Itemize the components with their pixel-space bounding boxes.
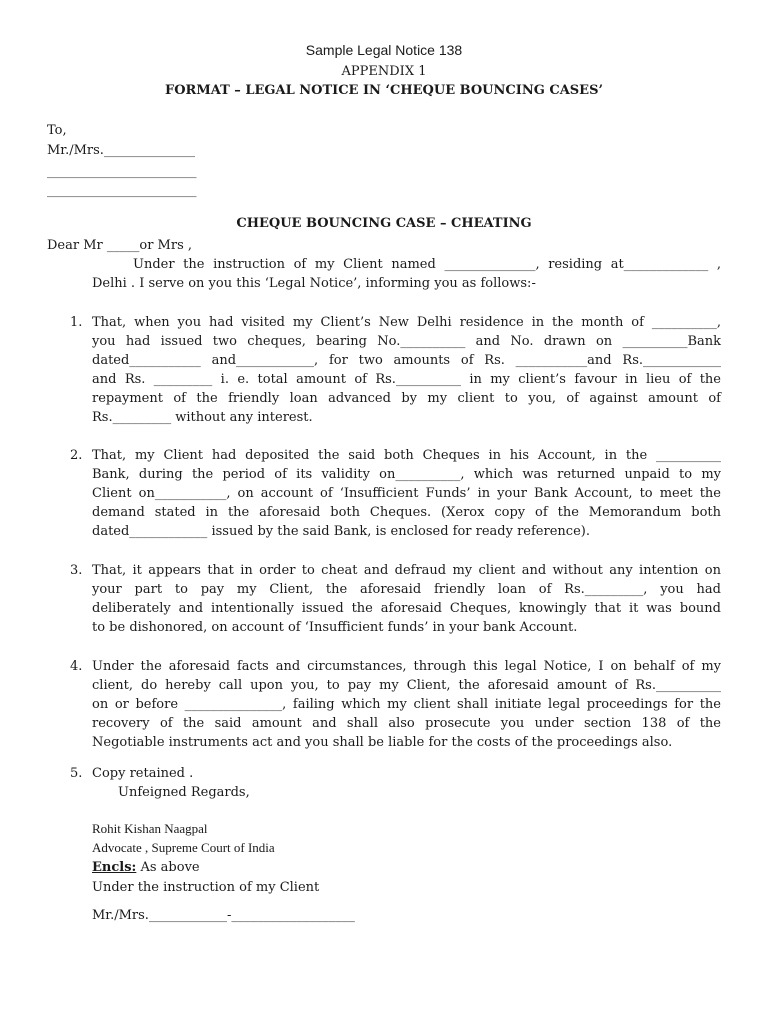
item-number: 2. (70, 448, 83, 463)
item-line: you had issued two cheques, bearing No.__________ and No. drawn on __________Bank (92, 334, 721, 349)
item-number: 3. (70, 563, 83, 578)
item-line: to be dishonored, on account of ‘Insufficient funds’ in your bank Account. (92, 620, 578, 635)
format-title: FORMAT – LEGAL NOTICE IN ‘CHEQUE BOUNCING CASES’ (164, 83, 603, 98)
item-line: Negotiable instruments act and you shall be liable for the costs of the proceedings also. (92, 735, 673, 750)
signatory-name: Rohit Kishan Naagpal (92, 821, 208, 836)
footer-instruction: Under the instruction of my Client (92, 880, 320, 895)
item-number: 4. (70, 659, 83, 674)
item-line: client, do hereby call upon you, to pay my Client, the aforesaid amount of Rs.__________ (92, 678, 721, 693)
notice-item-4 (92, 657, 721, 752)
address-blank-line: _______________________ (47, 164, 197, 179)
subject-heading: CHEQUE BOUNCING CASE – CHEATING (236, 216, 532, 231)
item-line: That, my Client had deposited the said both Cheques in his Account, in the __________ (92, 448, 721, 463)
item-line: That, when you had visited my Client’s New Delhi residence in the month of __________, (92, 315, 721, 330)
item-line: dated___________ and____________, for two amounts of Rs. ___________and Rs.____________ (92, 353, 721, 368)
item-line: Under the aforesaid facts and circumstances, through this legal Notice, I on behalf of my (92, 659, 721, 674)
document-title: Sample Legal Notice 138 (305, 42, 463, 58)
item-line: your part to pay my Client, the aforesaid friendly loan of Rs._________, you had (92, 582, 721, 597)
item-line: Rs._________ without any interest. (92, 410, 313, 425)
item-line: That, it appears that in order to cheat and defraud my client and without any intention on (92, 563, 721, 578)
item-line: on or before _______________, failing which my client shall initiate legal proceedings for the (92, 697, 721, 712)
item-line: repayment of the friendly loan advanced by my client to you, of against amount of (92, 391, 721, 406)
intro-line: Under the instruction of my Client named ______________, residing at_____________ , (133, 257, 721, 272)
item-line: Client on___________, on account of ‘Insufficient Funds’ in your Bank Account, to meet the (92, 486, 721, 501)
notice-item-3 (92, 561, 721, 637)
enclosures-label: Encls: (92, 860, 137, 875)
address-blank-line: _______________________ (47, 183, 197, 198)
appendix-label: APPENDIX 1 (341, 64, 427, 79)
item-line: Bank, during the period of its validity on__________, which was returned unpaid to my (92, 467, 721, 482)
closing: Unfeigned Regards, (118, 785, 250, 800)
item-line: dated____________ issued by the said Bank, is enclosed for ready reference). (92, 524, 590, 539)
item-line: and Rs. _________ i. e. total amount of Rs.__________ in my client’s favour in lieu of the (92, 372, 721, 387)
notice-item-2 (92, 446, 721, 541)
item-number: 1. (70, 315, 83, 330)
enclosures (92, 858, 200, 877)
item-line: recovery of the said amount and shall also prosecute you under section 138 of the (92, 716, 721, 731)
enclosures-value: As above (140, 860, 200, 875)
address-to: To, (47, 123, 67, 138)
item-line: Copy retained . (92, 766, 194, 781)
address-name-line: Mr./Mrs.______________ (47, 143, 195, 158)
notice-item-1 (92, 313, 721, 427)
salutation: Dear Mr _____or Mrs , (47, 238, 193, 253)
signatory-title: Advocate , Supreme Court of India (92, 840, 275, 855)
item-line: demand stated in the aforesaid both Cheques. (Xerox copy of the Memorandum both (92, 505, 721, 520)
item-number: 5. (70, 766, 83, 781)
footer-name-line: Mr./Mrs.____________-___________________ (92, 908, 355, 923)
notice-item-5 (92, 764, 721, 783)
item-line: deliberately and intentionally issued the aforesaid Cheques, knowingly that it was bound (92, 601, 721, 616)
intro-line: Delhi . I serve on you this ‘Legal Notice’, informing you as follows:- (92, 276, 536, 291)
